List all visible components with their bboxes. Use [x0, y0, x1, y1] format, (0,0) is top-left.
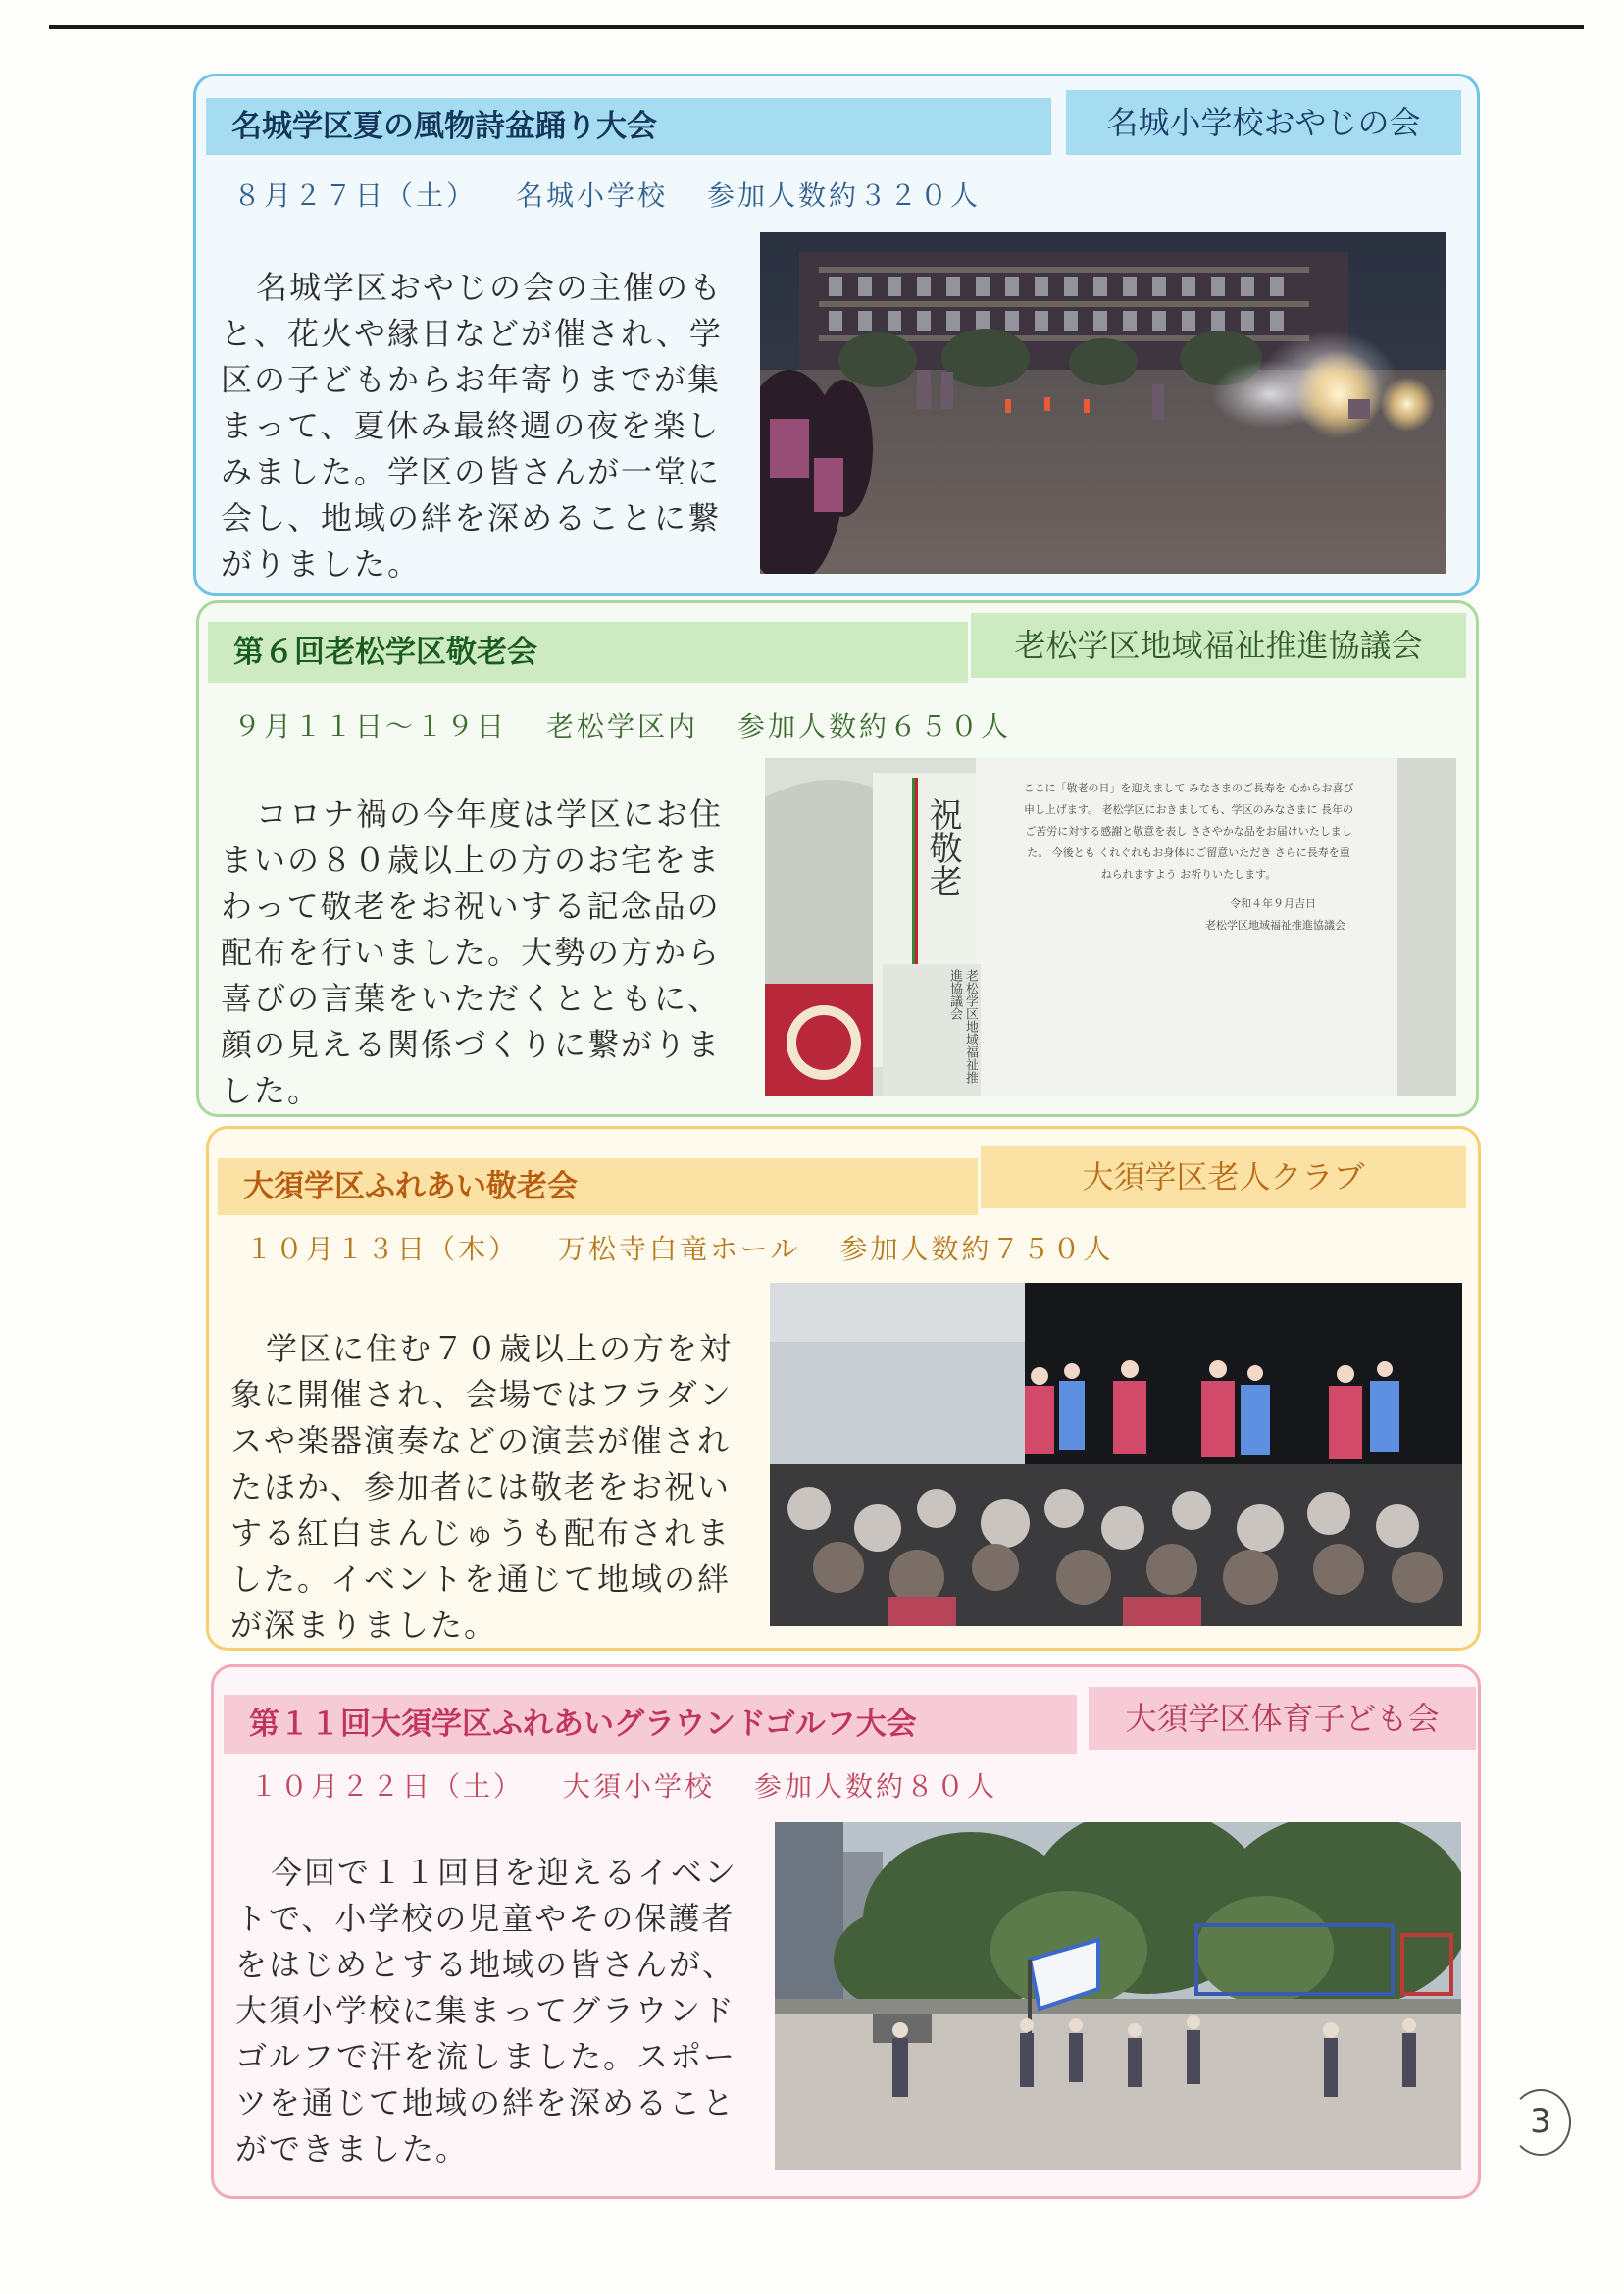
- letter-date: 令和４年９月吉日: [1230, 897, 1316, 910]
- stage-scene: [770, 1283, 1462, 1626]
- gift-letter: [1022, 778, 1355, 937]
- article-title: 第６回老松学区敬老会: [208, 622, 968, 683]
- article-attendance: 参加人数約３２０人: [707, 179, 982, 212]
- article-info: [245, 1228, 1152, 1267]
- article-place: 老松学区内: [546, 710, 699, 742]
- article-title: 名城学区夏の風物詩盆踊り大会: [206, 98, 1051, 155]
- article-organizer: 大須学区体育子ども会: [1089, 1687, 1476, 1750]
- article-attendance: 参加人数約６５０人: [737, 710, 1012, 742]
- letter-sender: 老松学区地域福祉推進協議会: [1205, 919, 1345, 932]
- article-info: [233, 175, 1020, 214]
- article-place: 大須小学校: [563, 1770, 716, 1803]
- article-attendance: 参加人数約７５０人: [839, 1233, 1114, 1265]
- groundgolf-scene: [775, 1822, 1461, 2170]
- article-info: [233, 705, 1050, 744]
- gift-label: 祝敬老: [923, 797, 962, 897]
- article-body: 名城学区おやじの会の主催のもと、花火や縁日などが催され、学区の子どもからお年寄りまでが集まって、夏休み最終週の夜を楽しみました。学区の皆さんが一堂に会し、地域の絆を深めることに繋がりました。: [221, 269, 724, 583]
- photo-ground-golf: [775, 1822, 1461, 2170]
- article-attendance: 参加人数約８０人: [754, 1770, 998, 1803]
- article-body: 学区に住む７０歳以上の方を対象に開催され、会場ではフラダンスや楽器演奏などの演芸が催されたほか、参加者には敬老をお祝いする紅白まんじゅうも配布されました。イベントを通じて地域の絆が深まりました。: [230, 1330, 734, 1644]
- photo-hula-stage: [770, 1283, 1462, 1626]
- article-info: [250, 1765, 1037, 1805]
- gift-sender-vertical: 老松学区地域福祉推進協議会: [947, 969, 978, 1084]
- article-body: コロナ禍の今年度は学区にお住まいの８０歳以上の方のお宅をまわって敬老をお祝いする記念品の配布を行いました。大勢の方から喜びの言葉をいただくとともに、顔の見える関係づくりに繋がりました。: [221, 795, 724, 1109]
- article-date: ８月２７日（土）: [233, 179, 478, 212]
- letter-message: ここに「敬老の日」を迎えまして みなさまのご長寿を 心からお喜び申し上げます。 老松学区におきましても、学区のみなさまに 長年のご苦労に対する感謝と敬意を表し ささやかな品をお届けいたしました。 今後とも くれぐれもお身体にご留意いただき さらに長寿を重ねられますよう お祈りいたします。: [1023, 782, 1354, 881]
- article-organizer: 名城小学校おやじの会: [1066, 90, 1461, 155]
- fireworks-scene: [760, 232, 1446, 574]
- article-body: 今回で１１回目を迎えるイベントで、小学校の児童やその保護者をはじめとする地域の皆さんが、大須小学校に集まってグラウンドゴルフで汗を流しました。スポーツを通じて地域の絆を深めることができました。: [235, 1854, 738, 2167]
- article-title: 大須学区ふれあい敬老会: [218, 1158, 978, 1215]
- top-rule: [49, 25, 1584, 29]
- page-number: 3: [1510, 2089, 1571, 2156]
- photo-fireworks-schoolyard: [760, 232, 1446, 574]
- article-place: 名城小学校: [516, 179, 669, 212]
- article-organizer: 老松学区地域福祉推進協議会: [971, 613, 1466, 678]
- article-date: １０月１３日（木）: [245, 1233, 520, 1265]
- article-date: １０月２２日（土）: [250, 1770, 525, 1803]
- article-date: ９月１１日～１９日: [233, 710, 508, 742]
- photo-keiro-gift: [765, 758, 1456, 1096]
- article-place: 万松寺白竜ホール: [558, 1233, 801, 1265]
- article-organizer: 大須学区老人クラブ: [981, 1146, 1466, 1208]
- article-title: 第１１回大須学区ふれあいグラウンドゴルフ大会: [224, 1695, 1077, 1754]
